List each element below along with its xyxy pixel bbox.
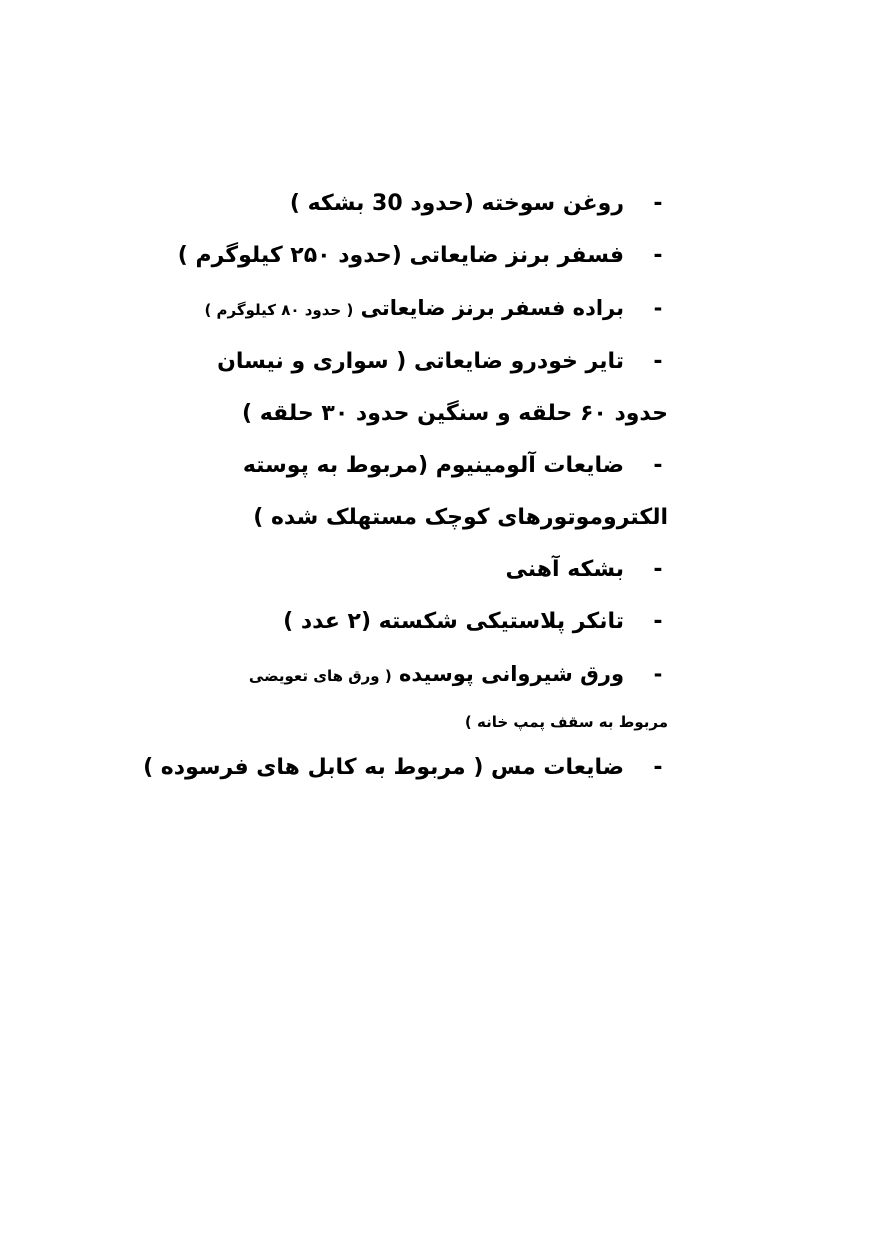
list-item-continuation: حدود ۶۰ حلقه و سنگین حدود ۳۰ حلقه ) <box>242 401 668 426</box>
list-item-text: تانکر پلاستیکی شکسته (۲ عدد ) <box>283 609 624 634</box>
list-item-text: تایر خودرو ضایعاتی ( سواری و نیسان <box>217 349 624 374</box>
list-bullet: - <box>653 296 663 320</box>
list-bullet: - <box>653 662 663 686</box>
list-item <box>168 544 668 596</box>
list-bullet: - <box>653 349 663 374</box>
list-bullet: - <box>653 191 663 216</box>
list-item-text: ورق شیروانی پوسیده <box>398 662 624 686</box>
list-item-text: بشکه آهنی <box>505 557 624 582</box>
list-item-text: فسفر برنز ضایعاتی (حدود ۲۵۰ کیلوگرم ) <box>177 243 624 268</box>
list-item <box>168 230 668 282</box>
list-item-note: ( حدود ۸۰ کیلوگرم ) <box>204 301 354 319</box>
waste-items-list <box>143 178 668 794</box>
list-bullet: - <box>653 453 663 478</box>
list-item-text: روغن سوخته (حدود 30 بشکه ) <box>289 191 624 216</box>
list-item <box>168 440 668 544</box>
list-bullet: - <box>653 557 663 582</box>
list-item-text: ضایعات مس ( مربوط به کابل های فرسوده ) <box>143 755 624 780</box>
list-bullet: - <box>653 609 663 634</box>
list-item-text: براده فسفر برنز ضایعاتی <box>360 296 624 320</box>
list-item <box>143 742 668 794</box>
list-item-continuation: مربوط به سقف پمپ خانه ) <box>464 713 668 731</box>
list-item <box>168 648 668 742</box>
list-bullet: - <box>653 755 663 780</box>
list-item <box>168 282 668 336</box>
list-item-continuation: الکتروموتورهای کوچک مستهلک شده ) <box>253 505 668 530</box>
list-item-note: ( ورق های تعویضی <box>248 667 392 685</box>
list-item <box>168 178 668 230</box>
list-item <box>168 336 668 440</box>
list-item <box>168 596 668 648</box>
list-bullet: - <box>653 243 663 268</box>
list-item-text: ضایعات آلومینیوم (مربوط به پوسته <box>242 453 624 478</box>
